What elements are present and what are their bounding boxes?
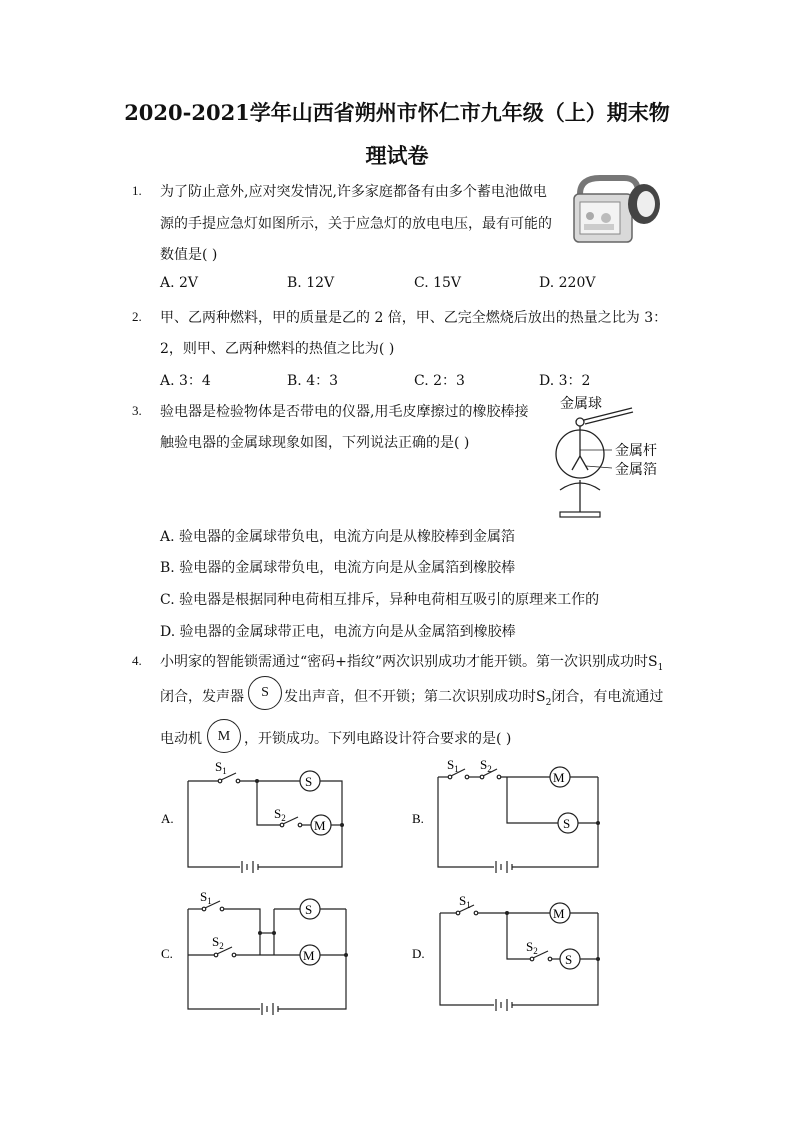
circuit-d-sounder: S xyxy=(565,952,573,967)
q2-option-c: C. 2：3 xyxy=(414,373,465,389)
q3-option-b: B. 验电器的金属球带负电，电流方向是从金属箔到橡胶棒 xyxy=(160,560,516,576)
label-metal-ball: 金属球 xyxy=(560,396,602,412)
q4-line-2b: 发出声音，但不开锁；第二次识别成功时$S_2$闭合，有电流通过 xyxy=(284,689,664,708)
c-s1-label: $S_1$ xyxy=(200,889,212,906)
circuit-d xyxy=(412,893,600,1011)
c-s2-label: $S_2$ xyxy=(212,934,224,951)
q1-line-3: 数值是( ) xyxy=(160,247,218,263)
q3-number: 3. xyxy=(132,403,142,418)
q1-number: 1. xyxy=(132,183,142,198)
q1-option-d: D. 220V xyxy=(539,275,596,291)
q2-line-2: 2，则甲、乙两种燃料的热值之比为( ) xyxy=(160,341,395,357)
b-s1-label: $S_1$ xyxy=(447,757,459,774)
q2-line-1: 甲、乙两种燃料，甲的质量是乙的 2 倍，甲、乙完全燃烧后放出的热量之比为 3： xyxy=(160,310,668,326)
d-s2-label: $S_2$ xyxy=(526,939,538,956)
b-s2-label: $S_2$ xyxy=(480,757,492,774)
circuit-options-figure xyxy=(150,755,630,1025)
sounder-symbol: S xyxy=(248,676,282,710)
label-metal-foil: 金属箔 xyxy=(615,462,657,478)
circuit-b-label: B. xyxy=(412,811,424,826)
q4-line-3a: 电动机 xyxy=(160,731,202,747)
circuit-c xyxy=(161,889,348,1015)
q2-option-a: A. 3：4 xyxy=(160,373,211,389)
circuit-c-motor: M xyxy=(303,948,315,963)
q2-number: 2. xyxy=(132,309,142,324)
q3-line-1: 验电器是检验物体是否带电的仪器,用毛皮摩擦过的橡胶棒接 xyxy=(160,404,529,420)
circuit-b xyxy=(412,757,600,873)
q1-option-c: C. 15V xyxy=(414,275,462,291)
q3-option-d: D. 验电器的金属球带正电，电流方向是从金属箔到橡胶棒 xyxy=(160,624,516,640)
page-title-line-2: 理试卷 xyxy=(365,143,429,168)
q1-option-b: B. 12V xyxy=(287,275,335,291)
q1-option-a: A. 2V xyxy=(160,275,199,291)
q1-line-2: 源的手提应急灯如图所示，关于应急灯的放电电压，最有可能的 xyxy=(160,216,552,232)
motor-symbol: M xyxy=(207,719,241,753)
q1-line-1: 为了防止意外,应对突发情况,许多家庭都备有由多个蓄电池做电 xyxy=(160,184,547,200)
circuit-a xyxy=(161,759,344,873)
circuit-a-motor: M xyxy=(314,818,326,833)
circuit-d-motor: M xyxy=(553,906,565,921)
q3-option-a: A. 验电器的金属球带负电，电流方向是从橡胶棒到金属箔 xyxy=(160,529,516,545)
q3-line-2: 触验电器的金属球现象如图，下列说法正确的是( ) xyxy=(160,435,470,451)
q4-line-3b: ，开锁成功。下列电路设计符合要求的是( ) xyxy=(244,731,512,747)
circuit-d-label: D. xyxy=(412,946,425,961)
q4-number: 4. xyxy=(132,653,142,668)
q2-option-b: B. 4：3 xyxy=(287,373,339,389)
s1-label: $S_1$ xyxy=(215,759,227,776)
page-title-line-1: 2020-2021学年山西省朔州市怀仁市九年级（上）期末物 xyxy=(124,100,670,125)
circuit-c-label: C. xyxy=(161,946,173,961)
electroscope-figure xyxy=(540,392,670,524)
circuit-b-sounder: S xyxy=(563,816,571,831)
circuit-c-sounder: S xyxy=(305,902,313,917)
d-s1-label: $S_1$ xyxy=(459,893,471,910)
circuit-b-motor: M xyxy=(553,770,565,785)
emergency-lamp-image xyxy=(566,172,664,246)
q4-line-1: 小明家的智能锁需通过“密码+指纹”两次识别成功才能开锁。第一次识别成功时$S_1$ xyxy=(160,654,664,673)
circuit-a-label: A. xyxy=(161,811,174,826)
circuit-a-sounder: S xyxy=(305,774,313,789)
q4-line-2a: 闭合，发声器 xyxy=(160,689,244,705)
q2-option-d: D. 3：2 xyxy=(539,373,591,389)
q3-option-c: C. 验电器是根据同种电荷相互排斥，异种电荷相互吸引的原理来工作的 xyxy=(160,592,600,608)
label-metal-rod: 金属杆 xyxy=(615,443,657,459)
s2-label: $S_2$ xyxy=(274,806,286,823)
